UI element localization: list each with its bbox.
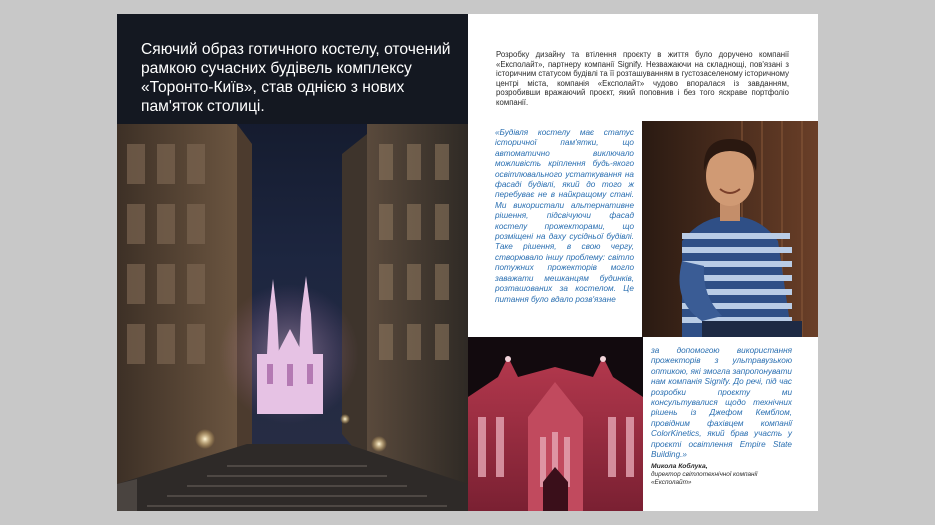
magazine-spread xyxy=(117,14,818,511)
author-name: Микола Коблука, xyxy=(651,463,708,470)
quote-part-1: «Будівля костелу має статус історичної пам'ятки, що автоматично виключало можливість кріплення будь-якого освітлювального устаткування на фасаді будівлі, який до того ж перебуває не в найкращому стані. Ми використали альтернативне рішення, підсвічуючи фасад костелу прожекторами, що розміщені на даху сусідньої будівлі. Таке рішення, в свою чергу, створювало іншу проблему: світло потужних прожекторів могло заважати мешканцям будинків, розташованих за костелом. Це питання було вдало розв'язане xyxy=(495,128,634,304)
author-role: директор світлотехнічної компанії «Експолайт» xyxy=(651,471,758,486)
intro-paragraph: Розробку дизайну та втілення проєкту в життя було доручено компанії «Експолайт», партнеру компанії Signify. Незважаючи на складнощі, пов'язані з історичним статусом будівлі та її розташуванням в густозаселеному історичному центрі міста, компанія «Експолайт» чудово впоралася із завданням, розробивши вражаючий проєкт, який поповнив і без того яскраве портфоліо компанії. xyxy=(496,50,789,107)
quote-part-2: за допомогою використання прожекторів з ультравузькою оптикою, які змогла запропонувати нам компанія Signify. До речі, під час розробки проєкту ми консультувалися щодо технічних рішень із Джефом Кемблом, провідним фахівцем компанії ColorKinetics, який брав участь у проєкті освітлення Empire State Building.» xyxy=(651,346,792,460)
portrait-illustration xyxy=(642,121,818,337)
portrait-photo xyxy=(642,121,818,337)
headline: Сяючий образ готичного костелу, оточений рамкою сучасних будівель комплексу «Торонто-Київ», став однією з нових пам'яток столиці. xyxy=(141,41,451,115)
church-facade-illustration xyxy=(468,337,643,511)
church-facade-photo xyxy=(468,337,643,511)
author-attribution xyxy=(651,463,792,486)
street-night-photo xyxy=(117,14,468,511)
